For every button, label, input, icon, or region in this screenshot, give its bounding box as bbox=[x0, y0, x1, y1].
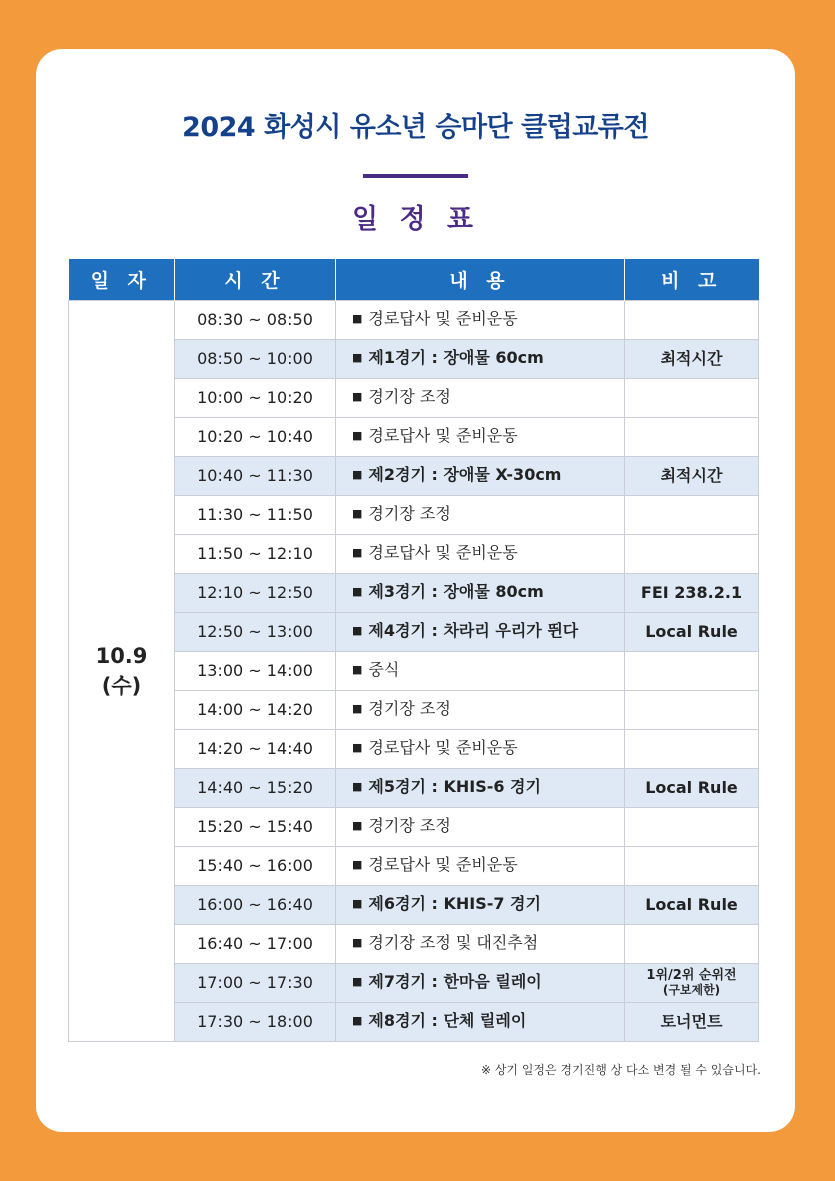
note-cell bbox=[625, 964, 759, 1003]
time-cell: 11:30 ~ 11:50 bbox=[175, 496, 336, 535]
content-text: 제4경기 : 차라리 우리가 뛴다 bbox=[368, 621, 579, 640]
time-cell: 10:20 ~ 10:40 bbox=[175, 418, 336, 457]
content-cell bbox=[336, 340, 625, 379]
content-text: 경기장 조정 bbox=[368, 504, 451, 523]
content-cell bbox=[336, 301, 625, 340]
note-cell bbox=[625, 808, 759, 847]
note-cell bbox=[625, 691, 759, 730]
content-text: 제1경기 : 장애물 60cm bbox=[368, 348, 544, 367]
note-cell bbox=[625, 574, 759, 613]
content-text: 경로답사 및 준비운동 bbox=[368, 543, 518, 562]
time-cell: 17:00 ~ 17:30 bbox=[175, 964, 336, 1003]
time-cell: 16:00 ~ 16:40 bbox=[175, 886, 336, 925]
note-cell bbox=[625, 847, 759, 886]
note-text: Local Rule bbox=[645, 622, 738, 641]
time-cell: 14:00 ~ 14:20 bbox=[175, 691, 336, 730]
note-text: 토너먼트 bbox=[660, 1012, 723, 1031]
bullet-icon: ■ bbox=[352, 975, 363, 988]
time-cell: 11:50 ~ 12:10 bbox=[175, 535, 336, 574]
column-header-content: 내 용 bbox=[336, 259, 625, 301]
note-cell bbox=[625, 457, 759, 496]
time-cell: 17:30 ~ 18:00 bbox=[175, 1003, 336, 1042]
bullet-icon: ■ bbox=[352, 819, 363, 832]
note-cell bbox=[625, 886, 759, 925]
note-cell bbox=[625, 1003, 759, 1042]
content-cell bbox=[336, 457, 625, 496]
time-cell: 15:20 ~ 15:40 bbox=[175, 808, 336, 847]
content-cell bbox=[336, 808, 625, 847]
content-cell bbox=[336, 652, 625, 691]
bullet-icon: ■ bbox=[352, 702, 363, 715]
content-text: 경기장 조정 및 대진추첨 bbox=[368, 933, 539, 952]
bullet-icon: ■ bbox=[352, 507, 363, 520]
note-text: Local Rule bbox=[645, 895, 738, 914]
page-title: 2024 화성시 유소년 승마단 클럽교류전 bbox=[182, 112, 649, 143]
content-cell bbox=[336, 496, 625, 535]
bullet-icon: ■ bbox=[352, 429, 363, 442]
content-cell bbox=[336, 613, 625, 652]
bullet-icon: ■ bbox=[352, 936, 363, 949]
date-value: 10.9 bbox=[95, 644, 148, 668]
content-text: 제7경기 : 한마음 릴레이 bbox=[368, 972, 542, 991]
content-cell bbox=[336, 1003, 625, 1042]
bullet-icon: ■ bbox=[352, 663, 363, 676]
time-cell: 12:50 ~ 13:00 bbox=[175, 613, 336, 652]
content-text: 경로답사 및 준비운동 bbox=[368, 855, 518, 874]
content-text: 경로답사 및 준비운동 bbox=[368, 309, 518, 328]
note-cell bbox=[625, 379, 759, 418]
weekday-value: (수) bbox=[101, 674, 142, 698]
content-text: 경기장 조정 bbox=[368, 816, 451, 835]
note-cell bbox=[625, 535, 759, 574]
content-cell bbox=[336, 691, 625, 730]
content-text: 제3경기 : 장애물 80cm bbox=[368, 582, 544, 601]
table-row bbox=[69, 301, 759, 340]
bullet-icon: ■ bbox=[352, 312, 363, 325]
content-cell bbox=[336, 964, 625, 1003]
time-cell: 10:40 ~ 11:30 bbox=[175, 457, 336, 496]
note-cell bbox=[625, 652, 759, 691]
content-text: 제6경기 : KHIS-7 경기 bbox=[368, 894, 541, 913]
content-cell bbox=[336, 730, 625, 769]
content-text: 경로답사 및 준비운동 bbox=[368, 426, 518, 445]
note-cell bbox=[625, 418, 759, 457]
bullet-icon: ■ bbox=[352, 1014, 363, 1027]
schedule-card bbox=[36, 49, 795, 1132]
content-text: 제5경기 : KHIS-6 경기 bbox=[368, 777, 541, 796]
bullet-icon: ■ bbox=[352, 858, 363, 871]
content-text: 경기장 조정 bbox=[368, 387, 451, 406]
bullet-icon: ■ bbox=[352, 780, 363, 793]
bullet-icon: ■ bbox=[352, 351, 363, 364]
note-text: 최적시간 bbox=[660, 466, 723, 485]
bullet-icon: ■ bbox=[352, 741, 363, 754]
content-cell bbox=[336, 769, 625, 808]
note-text: 최적시간 bbox=[660, 349, 723, 368]
schedule-body bbox=[69, 301, 759, 1042]
content-text: 제2경기 : 장애물 X-30cm bbox=[368, 465, 562, 484]
time-cell: 14:40 ~ 15:20 bbox=[175, 769, 336, 808]
bullet-icon: ■ bbox=[352, 585, 363, 598]
column-header-date: 일 자 bbox=[69, 259, 175, 301]
time-cell: 10:00 ~ 10:20 bbox=[175, 379, 336, 418]
bullet-icon: ■ bbox=[352, 390, 363, 403]
note-text: Local Rule bbox=[645, 778, 738, 797]
time-cell: 08:50 ~ 10:00 bbox=[175, 340, 336, 379]
schedule-table bbox=[68, 259, 759, 1042]
note-text: FEI 238.2.1 bbox=[640, 583, 743, 602]
content-cell bbox=[336, 886, 625, 925]
content-text: 제8경기 : 단체 릴레이 bbox=[368, 1011, 527, 1030]
time-cell: 13:00 ~ 14:00 bbox=[175, 652, 336, 691]
content-text: 경기장 조정 bbox=[368, 699, 451, 718]
note-cell bbox=[625, 301, 759, 340]
table-header-row bbox=[69, 259, 759, 301]
bullet-icon: ■ bbox=[352, 468, 363, 481]
time-cell: 12:10 ~ 12:50 bbox=[175, 574, 336, 613]
content-text: 경로답사 및 준비운동 bbox=[368, 738, 518, 757]
content-cell bbox=[336, 925, 625, 964]
note-text: 1위/2위 순위전 bbox=[646, 968, 737, 983]
content-cell bbox=[336, 535, 625, 574]
title-divider bbox=[363, 174, 468, 178]
note-cell bbox=[625, 925, 759, 964]
time-cell: 14:20 ~ 14:40 bbox=[175, 730, 336, 769]
column-header-note: 비 고 bbox=[625, 259, 759, 301]
note-cell bbox=[625, 613, 759, 652]
footnote: ※ 상기 일정은 경기진행 상 다소 변경 될 수 있습니다. bbox=[480, 1063, 761, 1077]
content-cell bbox=[336, 847, 625, 886]
schedule-subtitle: 일 정 표 bbox=[351, 204, 480, 235]
note-cell bbox=[625, 340, 759, 379]
time-cell: 08:30 ~ 08:50 bbox=[175, 301, 336, 340]
bullet-icon: ■ bbox=[352, 546, 363, 559]
note-cell bbox=[625, 496, 759, 535]
note-cell bbox=[625, 769, 759, 808]
content-text: 중식 bbox=[368, 660, 400, 679]
bullet-icon: ■ bbox=[352, 624, 363, 637]
content-cell bbox=[336, 379, 625, 418]
note-cell bbox=[625, 730, 759, 769]
content-cell bbox=[336, 418, 625, 457]
date-cell bbox=[69, 301, 175, 1042]
note-subtext: (구보제한) bbox=[662, 983, 721, 997]
time-cell: 16:40 ~ 17:00 bbox=[175, 925, 336, 964]
time-cell: 15:40 ~ 16:00 bbox=[175, 847, 336, 886]
content-cell bbox=[336, 574, 625, 613]
bullet-icon: ■ bbox=[352, 897, 363, 910]
column-header-time: 시 간 bbox=[175, 259, 336, 301]
